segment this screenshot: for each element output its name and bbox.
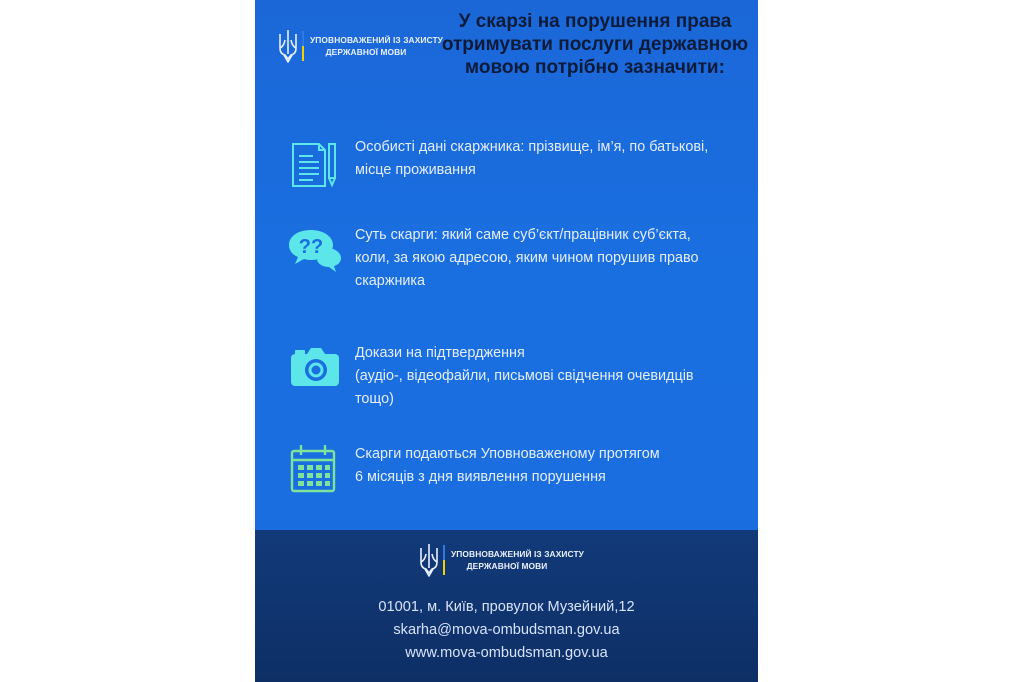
item-line: місце проживання — [355, 162, 476, 178]
headline-line-3: мовою потрібно зазначити: — [465, 57, 725, 78]
header-logo — [277, 28, 443, 64]
headline — [435, 10, 755, 79]
headline-line-2: отримувати послуги державною — [441, 34, 749, 55]
list-item-evidence — [289, 342, 755, 411]
footer-logo — [418, 542, 584, 578]
brand-line-1: УПОВНОВАЖЕНИЙ ІЗ ЗАХИСТУ — [310, 35, 443, 45]
brand-line-1: УПОВНОВАЖЕНИЙ ІЗ ЗАХИСТУ — [451, 549, 584, 559]
document-icon — [289, 136, 341, 188]
item-line: Докази на підтвердження — [355, 345, 525, 361]
item-line: (аудіо-, відеофайли, письмові свідчення очевидців — [355, 368, 694, 384]
footer — [255, 530, 758, 682]
calendar-icon — [289, 443, 341, 495]
svg-text:??: ?? — [298, 236, 324, 258]
flag-bar — [443, 545, 445, 575]
trident-icon — [418, 542, 440, 578]
list-item-complaint-essence — [289, 224, 755, 293]
email-link[interactable]: skarha@mova-ombudsman.gov.ua — [393, 622, 620, 638]
item-line: коли, за якою адресою, яким чином порушив право — [355, 250, 699, 266]
item-line: Суть скарги: який саме суб’єкт/працівник суб’єкта, — [355, 227, 691, 243]
item-line: скаржника — [355, 273, 426, 289]
list-item-personal-data — [289, 136, 755, 188]
item-line: Скарги подаються Уповноваженому протягом — [355, 446, 660, 462]
item-text — [355, 342, 755, 411]
brand-line-2: ДЕРЖАВНОЇ МОВИ — [325, 47, 407, 57]
list-item-deadline — [289, 443, 755, 495]
question-chat-icon — [289, 224, 341, 276]
headline-line-1: У скарзі на порушення права — [458, 11, 732, 32]
camera-icon — [289, 342, 341, 394]
item-text — [355, 224, 755, 293]
brand-text — [451, 548, 584, 572]
infographic-poster — [255, 0, 758, 682]
brand-line-2: ДЕРЖАВНОЇ МОВИ — [466, 561, 548, 571]
website-link[interactable]: www.mova-ombudsman.gov.ua — [405, 645, 608, 661]
item-text — [355, 443, 755, 489]
brand-text — [310, 34, 443, 58]
item-line: тощо) — [355, 391, 394, 407]
item-line: Особисті дані скаржника: прізвище, ім’я, по батькові, — [355, 139, 709, 155]
item-line: 6 місяців з дня виявлення порушення — [355, 469, 606, 485]
flag-bar — [302, 31, 304, 61]
item-text — [355, 136, 755, 182]
address-text: 01001, м. Київ, провулок Музейний,12 — [378, 599, 635, 615]
contact-info — [255, 596, 758, 665]
trident-icon — [277, 28, 299, 64]
